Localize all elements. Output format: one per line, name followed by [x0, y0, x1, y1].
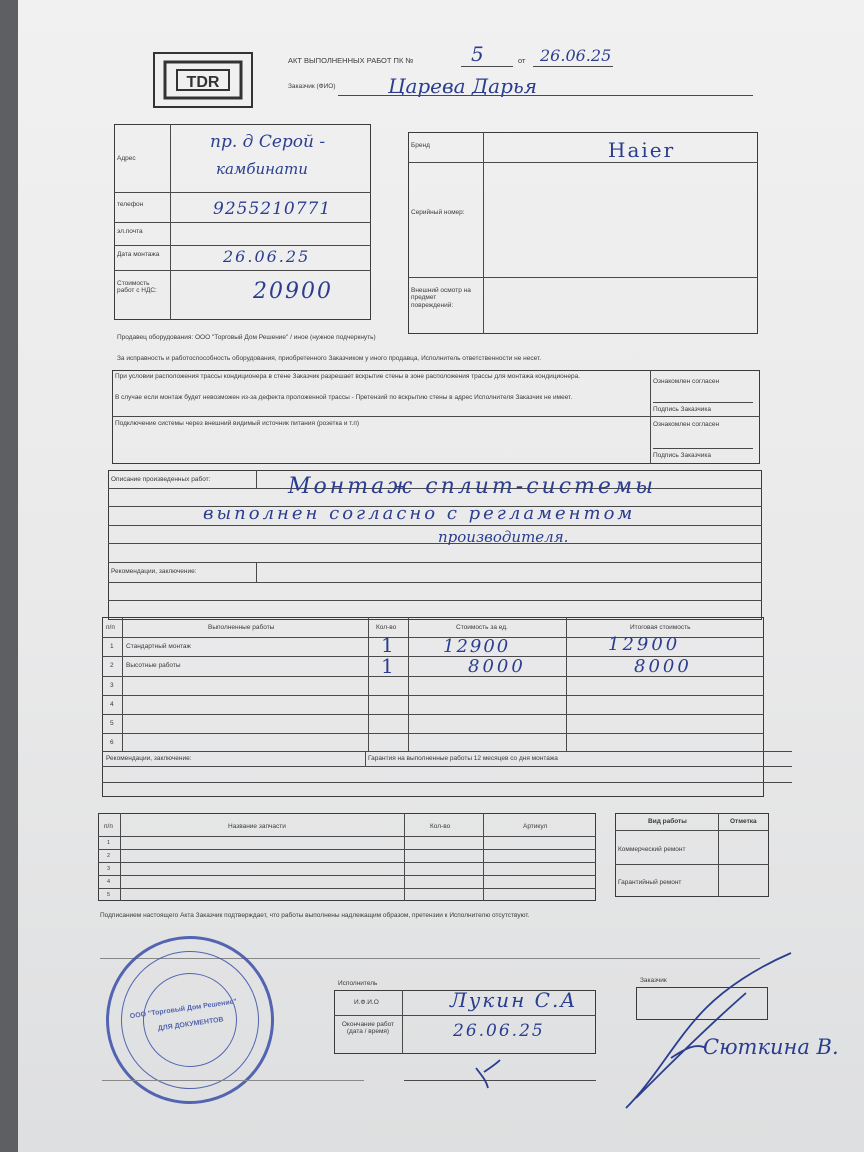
sign-label-2: Подпись Заказчика — [653, 452, 711, 459]
works-header-total: Итоговая стоимость — [630, 624, 691, 631]
act-number: 5 — [471, 42, 484, 66]
phone-value: 9255210771 — [213, 199, 332, 219]
brand-value: Haier — [608, 138, 676, 162]
act-document — [18, 0, 864, 1152]
parts-header-name: Название запчасти — [228, 823, 286, 830]
install-date-value: 26.06.25 — [223, 247, 311, 266]
date-prefix: от — [518, 56, 526, 65]
agreed-label-2: Ознакомлен согласен — [653, 421, 720, 428]
agreed-label-1: Ознакомлен согласен — [653, 378, 720, 385]
works-header-n: п/п — [106, 624, 115, 631]
work-price: 12900 — [443, 636, 511, 657]
parts-header-sku: Артикул — [523, 823, 548, 830]
work-price: 8000 — [468, 656, 526, 677]
cost-label: Стоимость работ с НДС: — [117, 280, 157, 295]
customer-name: Царева Дарья — [388, 74, 538, 98]
parts-row-number: 3 — [107, 866, 111, 872]
row-number: 5 — [110, 720, 114, 727]
work-name: Стандартный монтаж — [126, 643, 191, 650]
row-number: 6 — [110, 739, 114, 746]
works-header-name: Выполненные работы — [208, 624, 275, 631]
works-header-price: Стоимость за ед. — [456, 624, 508, 631]
serial-label: Серийный номер: — [411, 209, 465, 216]
address-label: Адрес — [117, 155, 136, 162]
end-work-label: Окончание работ (дата / время) — [341, 1021, 395, 1036]
work-description-label: Описание произведенных работ: — [111, 476, 211, 483]
tdr-logo-icon — [155, 54, 251, 106]
work-type-header: Вид работы — [648, 818, 687, 825]
executor-label: Исполнитель — [338, 980, 378, 987]
brand-label: Бренд — [411, 142, 430, 149]
work-line-3: производителя. — [438, 528, 569, 546]
parts-header-qty: Кол-во — [430, 823, 451, 830]
act-title: АКТ ВЫПОЛНЕННЫХ РАБОТ ПК № — [288, 56, 414, 65]
parts-row-number: 5 — [107, 892, 111, 898]
works-header-qty: Кол-во — [376, 624, 397, 631]
row-number: 3 — [110, 682, 114, 689]
warranty-repair-label: Гарантийный ремонт — [618, 879, 682, 886]
phone-label: телефон — [117, 201, 144, 208]
row-number: 4 — [110, 701, 114, 708]
act-date: 26.06.25 — [540, 46, 612, 65]
seller-note: Продавец оборудования: ООО "Торговый Дом Решение" / иное (нужное подчеркнуть) — [117, 334, 376, 341]
warranty-note: Гарантия на выполненные работы 12 месяцев со дня монтажа — [368, 755, 558, 762]
work-line-1: Монтаж сплит-системы — [288, 474, 657, 499]
stamp-center: ДЛЯ ДОКУМЕНТОВ — [157, 1016, 225, 1033]
executor-name: Лукин С.А — [450, 988, 578, 1012]
logo-text: TDR — [186, 74, 220, 91]
mark-header: Отметка — [730, 818, 757, 825]
work-total: 12900 — [608, 634, 681, 655]
parts-row-number: 1 — [107, 840, 111, 846]
customer-label: Заказчик (ФИО) — [288, 83, 336, 90]
confirmation-statement: Подписанием настоящего Акта Заказчик подтверждает, что работы выполнены надлежащим образом, претензии к Исполнителю отсутствуют. — [100, 912, 530, 919]
stamp-company: ООО "Торговый Дом Решение" — [129, 998, 238, 1021]
mail-label: эл.почта — [117, 228, 143, 235]
customer-signature-icon — [616, 948, 864, 1118]
cost-value: 20900 — [253, 279, 333, 304]
work-total: 8000 — [634, 656, 692, 677]
parts-header-n: п/п — [104, 823, 113, 830]
condition-1: При условии расположения трассы кондиционера в стене Заказчик разрешает вскрытие стены в зоне расположения трассы для монтажа кондиционера. — [115, 373, 581, 380]
company-logo — [153, 52, 253, 108]
customer-signature-label: Заказчик — [640, 977, 667, 984]
parts-row-number: 2 — [107, 853, 111, 859]
row-number: 2 — [110, 662, 114, 669]
condition-3: Подключение системы через внешний видимый источник питания (розетка и т.п) — [115, 420, 360, 427]
work-qty: 1 — [381, 633, 394, 657]
address-line2: камбинати — [216, 160, 308, 178]
parts-row-number: 4 — [107, 879, 111, 885]
sign-label-1: Подпись Заказчика — [653, 406, 711, 413]
inspection-label: Внешний осмотр на предмет повреждений: — [411, 287, 471, 309]
work-line-2: выполнен согласно с регламентом — [203, 503, 636, 524]
condition-2: В случае если монтаж будет невозможен из-за дефекта проложенной трассы - Претензий по вскрытию стены в адрес Исполнителя Заказчик не имеет. — [115, 394, 573, 401]
address-line1: пр. д Серой - — [210, 132, 326, 152]
work-qty: 1 — [381, 654, 394, 678]
recommend-label-2: Рекомендации, заключение: — [106, 755, 192, 762]
recommend-label-1: Рекомендации, заключение: — [111, 568, 197, 575]
executor-fio-label: И.Ф.И.О — [354, 999, 379, 1006]
work-name: Высотные работы — [126, 662, 181, 669]
customer-signature-text: Сюткина В. — [703, 1035, 839, 1059]
responsibility-note: За исправность и работоспособность оборудования, приобретенного Заказчиком у иного продавца, Исполнитель ответственности не несет. — [117, 355, 542, 362]
install-date-label: Дата монтажа — [117, 251, 160, 258]
company-stamp — [95, 925, 285, 1115]
row-number: 1 — [110, 643, 114, 650]
commercial-repair-label: Коммерческий ремонт — [618, 846, 686, 853]
executor-signature-icon — [468, 1058, 508, 1092]
end-work-date: 26.06.25 — [453, 1021, 545, 1041]
